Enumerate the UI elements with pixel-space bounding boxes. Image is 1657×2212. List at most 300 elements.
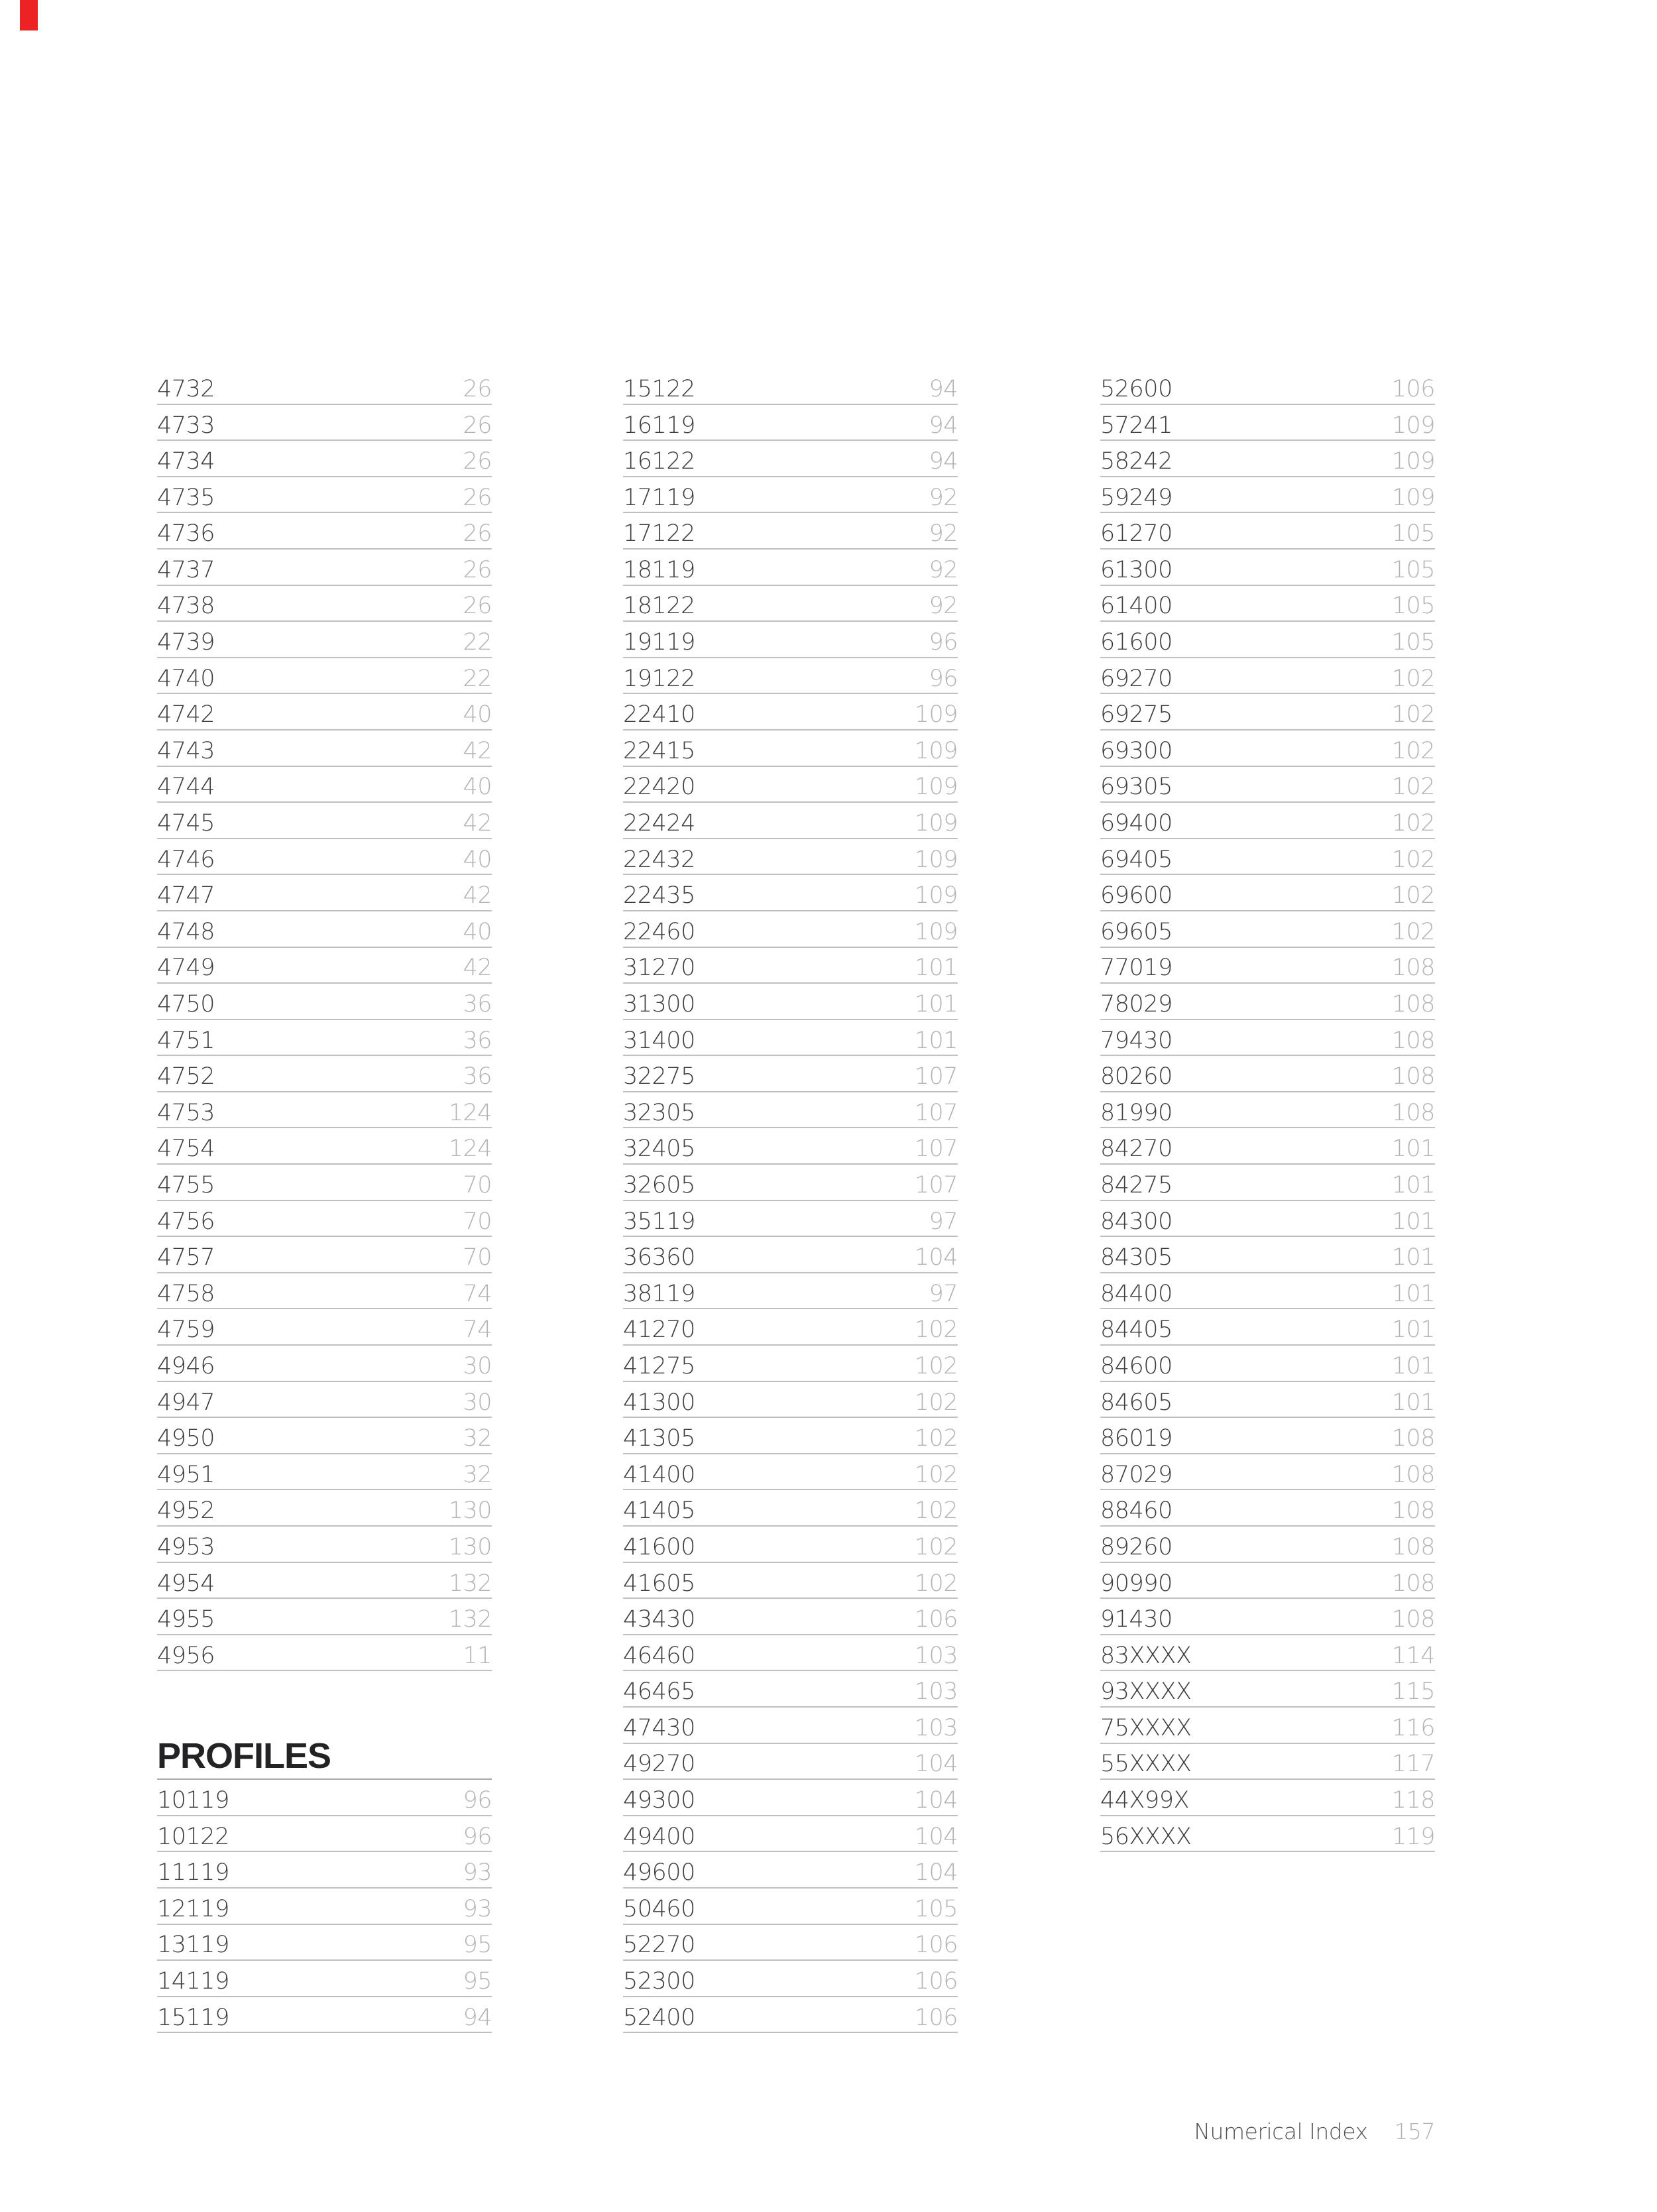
page-number-ref: 26 (463, 484, 492, 511)
page-number-ref: 117 (1391, 1751, 1435, 1778)
page-number-ref: 40 (463, 701, 492, 728)
item-number: 19119 (623, 629, 695, 656)
index-row (623, 658, 958, 695)
index-row (623, 1273, 958, 1310)
page-number-ref: 104 (914, 1859, 958, 1887)
page-number-ref: 30 (463, 1352, 492, 1379)
item-number: 4748 (157, 918, 215, 945)
index-row (157, 550, 492, 586)
item-number: 4754 (157, 1135, 215, 1163)
index-row (157, 1418, 492, 1454)
page-number-ref: 108 (1391, 1425, 1435, 1452)
page-number-ref: 26 (463, 375, 492, 402)
index-row (157, 369, 492, 405)
index-row (157, 658, 492, 695)
item-number: 69600 (1100, 882, 1172, 909)
index-row (623, 948, 958, 984)
item-number: 10119 (157, 1787, 229, 1814)
page-number-ref: 108 (1391, 1099, 1435, 1126)
index-row (623, 694, 958, 730)
page-number-ref: 109 (914, 737, 958, 764)
item-number: 75XXXX (1100, 1714, 1192, 1741)
page-number-ref: 103 (914, 1714, 958, 1741)
item-number: 84300 (1100, 1208, 1172, 1235)
item-number: 69305 (1100, 774, 1172, 801)
index-row (1100, 1092, 1435, 1129)
index-row (623, 803, 958, 839)
page-number-ref: 26 (463, 520, 492, 548)
index-row (157, 1273, 492, 1310)
index-row (157, 730, 492, 767)
index-row (157, 441, 492, 477)
index-row (623, 1816, 958, 1853)
page-number-ref: 40 (463, 774, 492, 801)
page-number-ref: 102 (914, 1352, 958, 1379)
page-number-ref: 94 (463, 2004, 492, 2031)
item-number: 52400 (623, 2004, 695, 2031)
index-row (623, 730, 958, 767)
item-number: 52600 (1100, 375, 1172, 402)
index-row (157, 1997, 492, 2034)
index-row (1100, 875, 1435, 911)
index-row (623, 586, 958, 622)
item-number: 90990 (1100, 1570, 1172, 1597)
index-row (157, 1780, 492, 1816)
page-number-ref: 102 (914, 1497, 958, 1525)
item-number: 84600 (1100, 1352, 1172, 1379)
item-number: 36360 (623, 1244, 695, 1271)
page-number-ref: 30 (463, 1389, 492, 1416)
item-number: 4740 (157, 665, 215, 692)
page-number-ref: 94 (929, 412, 958, 439)
red-corner-marker (20, 0, 38, 30)
page-number-ref: 107 (914, 1135, 958, 1163)
page-number-ref: 105 (1391, 593, 1435, 620)
item-number: 35119 (623, 1208, 695, 1235)
item-number: 91430 (1100, 1606, 1172, 1633)
page-number-ref: 105 (1391, 629, 1435, 656)
item-number: 79430 (1100, 1027, 1172, 1054)
item-number: 4732 (157, 375, 215, 402)
item-number: 17122 (623, 520, 695, 548)
item-number: 86019 (1100, 1425, 1172, 1452)
index-row (1100, 911, 1435, 948)
page-number-ref: 74 (463, 1316, 492, 1344)
index-row (1100, 1418, 1435, 1454)
index-row (157, 1454, 492, 1491)
page-number-ref: 32 (463, 1425, 492, 1452)
page-number-ref: 70 (463, 1244, 492, 1271)
page-number-ref: 130 (448, 1533, 492, 1560)
page-number-ref: 70 (463, 1171, 492, 1198)
item-number: 93XXXX (1100, 1678, 1192, 1706)
index-row (1100, 1780, 1435, 1816)
page-number-ref: 36 (463, 1027, 492, 1054)
index-row (623, 622, 958, 658)
page-number-ref: 108 (1391, 1533, 1435, 1560)
page-number-ref: 42 (463, 882, 492, 909)
item-number: 41405 (623, 1497, 695, 1525)
item-number: 4951 (157, 1461, 215, 1488)
page-number-ref: 101 (914, 1027, 958, 1054)
index-row (157, 1165, 492, 1201)
item-number: 31400 (623, 1027, 695, 1054)
index-row (157, 477, 492, 514)
page-number-ref: 102 (1391, 737, 1435, 764)
index-row (1100, 1273, 1435, 1310)
index-row (157, 911, 492, 948)
page-number-ref: 124 (448, 1135, 492, 1163)
index-row (623, 1889, 958, 1925)
page-number-ref: 119 (1391, 1823, 1435, 1850)
page-number-ref: 104 (914, 1751, 958, 1778)
index-column-3 (1100, 369, 1435, 1852)
page-number-ref: 92 (929, 593, 958, 620)
index-row (157, 1635, 492, 1672)
page-number-ref: 96 (463, 1787, 492, 1814)
index-row (1100, 1454, 1435, 1491)
item-number: 52270 (623, 1932, 695, 1959)
index-row (1100, 1128, 1435, 1165)
page-number-ref: 104 (914, 1823, 958, 1850)
index-row (623, 839, 958, 876)
page-number-ref: 132 (448, 1606, 492, 1633)
page-number-ref: 102 (1391, 810, 1435, 837)
item-number: 32305 (623, 1099, 695, 1126)
page-number-ref: 107 (914, 1063, 958, 1090)
item-number: 56XXXX (1100, 1823, 1192, 1850)
item-number: 4950 (157, 1425, 215, 1452)
index-row (157, 1128, 492, 1165)
page-number-ref: 109 (1391, 484, 1435, 511)
index-row (1100, 948, 1435, 984)
index-row (157, 1237, 492, 1273)
item-number: 13119 (157, 1932, 229, 1959)
item-number: 52300 (623, 1968, 695, 1995)
index-row (157, 948, 492, 984)
item-number: 55XXXX (1100, 1751, 1192, 1778)
index-row (157, 1346, 492, 1382)
item-number: 22460 (623, 918, 695, 945)
index-row (623, 1925, 958, 1961)
page-number-ref: 124 (448, 1099, 492, 1126)
index-row (1100, 1237, 1435, 1273)
item-number: 4758 (157, 1280, 215, 1307)
page-number-ref: 109 (914, 774, 958, 801)
index-row (623, 550, 958, 586)
page-number-ref: 26 (463, 448, 492, 475)
index-row (1100, 550, 1435, 586)
page-number-ref: 32 (463, 1461, 492, 1488)
index-row (157, 1309, 492, 1346)
page-number-ref: 109 (1391, 448, 1435, 475)
page-number-ref: 96 (463, 1823, 492, 1850)
page-number-ref: 104 (914, 1787, 958, 1814)
index-row (1100, 1708, 1435, 1744)
index-row (157, 1961, 492, 1997)
footer-page-number: 157 (1394, 2119, 1435, 2144)
item-number: 88460 (1100, 1497, 1172, 1525)
page-number-ref: 36 (463, 1063, 492, 1090)
index-row (157, 586, 492, 622)
item-number: 22420 (623, 774, 695, 801)
page-number-ref: 11 (463, 1642, 492, 1669)
item-number: 84305 (1100, 1244, 1172, 1271)
index-row (1100, 1309, 1435, 1346)
index-row (1100, 622, 1435, 658)
item-number: 69300 (1100, 737, 1172, 764)
item-number: 4735 (157, 484, 215, 511)
index-row (623, 984, 958, 1020)
item-number: 15119 (157, 2004, 229, 2031)
page-number-ref: 106 (914, 1606, 958, 1633)
index-row (623, 1635, 958, 1672)
page-number-ref: 96 (929, 629, 958, 656)
item-number: 61300 (1100, 556, 1172, 583)
index-row (623, 513, 958, 550)
item-number: 4747 (157, 882, 215, 909)
page-number-ref: 108 (1391, 991, 1435, 1018)
item-number: 89260 (1100, 1533, 1172, 1560)
index-row (623, 1020, 958, 1057)
index-row (1100, 405, 1435, 441)
page-number-ref: 22 (463, 629, 492, 656)
item-number: 4751 (157, 1027, 215, 1054)
page-number-ref: 26 (463, 593, 492, 620)
index-row (157, 694, 492, 730)
page-number-ref: 108 (1391, 1027, 1435, 1054)
page-number-ref: 103 (914, 1678, 958, 1706)
page-number-ref: 42 (463, 955, 492, 982)
section-header-label: PROFILES (157, 1736, 331, 1776)
item-number: 22435 (623, 882, 695, 909)
page-number-ref: 109 (914, 918, 958, 945)
page-number-ref: 109 (1391, 412, 1435, 439)
item-number: 22432 (623, 846, 695, 873)
page-number-ref: 108 (1391, 1606, 1435, 1633)
item-number: 87029 (1100, 1461, 1172, 1488)
item-number: 84275 (1100, 1171, 1172, 1198)
index-row (1100, 477, 1435, 514)
page-number-ref: 109 (914, 810, 958, 837)
item-number: 4759 (157, 1316, 215, 1344)
index-row (623, 1563, 958, 1600)
index-row (157, 622, 492, 658)
item-number: 69400 (1100, 810, 1172, 837)
index-row (623, 1201, 958, 1238)
item-number: 4947 (157, 1389, 215, 1416)
index-row (623, 1418, 958, 1454)
item-number: 19122 (623, 665, 695, 692)
page-number-ref: 101 (1391, 1352, 1435, 1379)
item-number: 58242 (1100, 448, 1172, 475)
index-row (1100, 441, 1435, 477)
index-row (1100, 1635, 1435, 1672)
page-number-ref: 109 (914, 701, 958, 728)
item-number: 4742 (157, 701, 215, 728)
index-column-2 (623, 369, 958, 2033)
item-number: 41605 (623, 1570, 695, 1597)
page-number-ref: 107 (914, 1171, 958, 1198)
index-row (157, 839, 492, 876)
index-row (623, 1165, 958, 1201)
index-row (1100, 839, 1435, 876)
index-row (623, 1527, 958, 1563)
item-number: 4755 (157, 1171, 215, 1198)
index-row (1100, 803, 1435, 839)
index-row (1100, 1563, 1435, 1600)
page-number-ref: 97 (929, 1280, 958, 1307)
page-number-ref: 92 (929, 556, 958, 583)
item-number: 38119 (623, 1280, 695, 1307)
index-row (1100, 1382, 1435, 1419)
item-number: 31300 (623, 991, 695, 1018)
index-row (623, 405, 958, 441)
page-number-ref: 26 (463, 412, 492, 439)
profiles-section-header (157, 1671, 492, 1780)
index-row (623, 1309, 958, 1346)
item-number: 44X99X (1100, 1787, 1190, 1814)
index-row (157, 513, 492, 550)
item-number: 4753 (157, 1099, 215, 1126)
index-row (623, 1961, 958, 1997)
item-number: 18122 (623, 593, 695, 620)
page-number-ref: 105 (914, 1895, 958, 1922)
item-number: 49300 (623, 1787, 695, 1814)
item-number: 84270 (1100, 1135, 1172, 1163)
item-number: 4744 (157, 774, 215, 801)
index-row (1100, 767, 1435, 803)
item-number: 4743 (157, 737, 215, 764)
item-number: 78029 (1100, 991, 1172, 1018)
index-row (1100, 1490, 1435, 1527)
item-number: 41300 (623, 1389, 695, 1416)
page-number-ref: 107 (914, 1099, 958, 1126)
item-number: 14119 (157, 1968, 229, 1995)
page-number-ref: 92 (929, 520, 958, 548)
page-number-ref: 93 (463, 1895, 492, 1922)
page-number-ref: 106 (914, 1968, 958, 1995)
page-number-ref: 36 (463, 991, 492, 1018)
page-number-ref: 70 (463, 1208, 492, 1235)
item-number: 83XXXX (1100, 1642, 1192, 1669)
index-row (623, 1454, 958, 1491)
page-number-ref: 40 (463, 918, 492, 945)
page-number-ref: 102 (914, 1425, 958, 1452)
item-number: 4750 (157, 991, 215, 1018)
item-number: 61400 (1100, 593, 1172, 620)
footer-section-title: Numerical Index (1194, 2119, 1368, 2144)
page-number-ref: 104 (914, 1244, 958, 1271)
item-number: 43430 (623, 1606, 695, 1633)
item-number: 10122 (157, 1823, 229, 1850)
page-number-ref: 103 (914, 1642, 958, 1669)
page-number-ref: 101 (1391, 1171, 1435, 1198)
item-number: 41305 (623, 1425, 695, 1452)
page-number-ref: 101 (1391, 1280, 1435, 1307)
item-number: 69275 (1100, 701, 1172, 728)
item-number: 49400 (623, 1823, 695, 1850)
page-number-ref: 102 (914, 1461, 958, 1488)
page-number-ref: 40 (463, 846, 492, 873)
page-number-ref: 102 (1391, 846, 1435, 873)
page-number-ref: 130 (448, 1497, 492, 1525)
item-number: 4736 (157, 520, 215, 548)
item-number: 22424 (623, 810, 695, 837)
page-number-ref: 101 (1391, 1135, 1435, 1163)
page-number-ref: 108 (1391, 1063, 1435, 1090)
index-row (1100, 730, 1435, 767)
page-number-ref: 97 (929, 1208, 958, 1235)
page-number-ref: 102 (1391, 665, 1435, 692)
page-number-ref: 114 (1391, 1642, 1435, 1669)
item-number: 57241 (1100, 412, 1172, 439)
index-column-1 (157, 369, 492, 2033)
page-number-ref: 101 (1391, 1389, 1435, 1416)
page-number-ref: 92 (929, 484, 958, 511)
page-number-ref: 102 (1391, 774, 1435, 801)
item-number: 4946 (157, 1352, 215, 1379)
index-row (157, 1599, 492, 1635)
item-number: 59249 (1100, 484, 1172, 511)
item-number: 46460 (623, 1642, 695, 1669)
index-row (623, 477, 958, 514)
page-number-ref: 109 (914, 882, 958, 909)
index-row (1100, 1744, 1435, 1780)
index-row (1100, 586, 1435, 622)
index-row (623, 1997, 958, 2034)
page-number-ref: 109 (914, 846, 958, 873)
item-number: 4757 (157, 1244, 215, 1271)
item-number: 84400 (1100, 1280, 1172, 1307)
index-row (1100, 1599, 1435, 1635)
page-number-ref: 101 (1391, 1208, 1435, 1235)
index-row (623, 1382, 958, 1419)
item-number: 32275 (623, 1063, 695, 1090)
page-number-ref: 106 (914, 2004, 958, 2031)
item-number: 41275 (623, 1352, 695, 1379)
item-number: 17119 (623, 484, 695, 511)
index-row (1100, 694, 1435, 730)
index-row (1100, 1527, 1435, 1563)
index-row (157, 1816, 492, 1853)
page-number-ref: 108 (1391, 1570, 1435, 1597)
index-row (623, 1237, 958, 1273)
page-number-ref: 108 (1391, 1497, 1435, 1525)
page-number-ref: 93 (463, 1859, 492, 1887)
index-row (1100, 1201, 1435, 1238)
page-number-ref: 132 (448, 1570, 492, 1597)
index-row (157, 1527, 492, 1563)
index-row (157, 767, 492, 803)
item-number: 32405 (623, 1135, 695, 1163)
index-row (157, 1925, 492, 1961)
index-row (157, 1020, 492, 1057)
index-row (623, 441, 958, 477)
index-row (623, 1490, 958, 1527)
item-number: 4956 (157, 1642, 215, 1669)
item-number: 15122 (623, 375, 695, 402)
page-number-ref: 102 (1391, 882, 1435, 909)
item-number: 84605 (1100, 1389, 1172, 1416)
page-number-ref: 108 (1391, 1461, 1435, 1488)
index-row (157, 1092, 492, 1129)
item-number: 80260 (1100, 1063, 1172, 1090)
item-number: 61270 (1100, 520, 1172, 548)
item-number: 41400 (623, 1461, 695, 1488)
page-number-ref: 102 (914, 1570, 958, 1597)
index-row (157, 803, 492, 839)
